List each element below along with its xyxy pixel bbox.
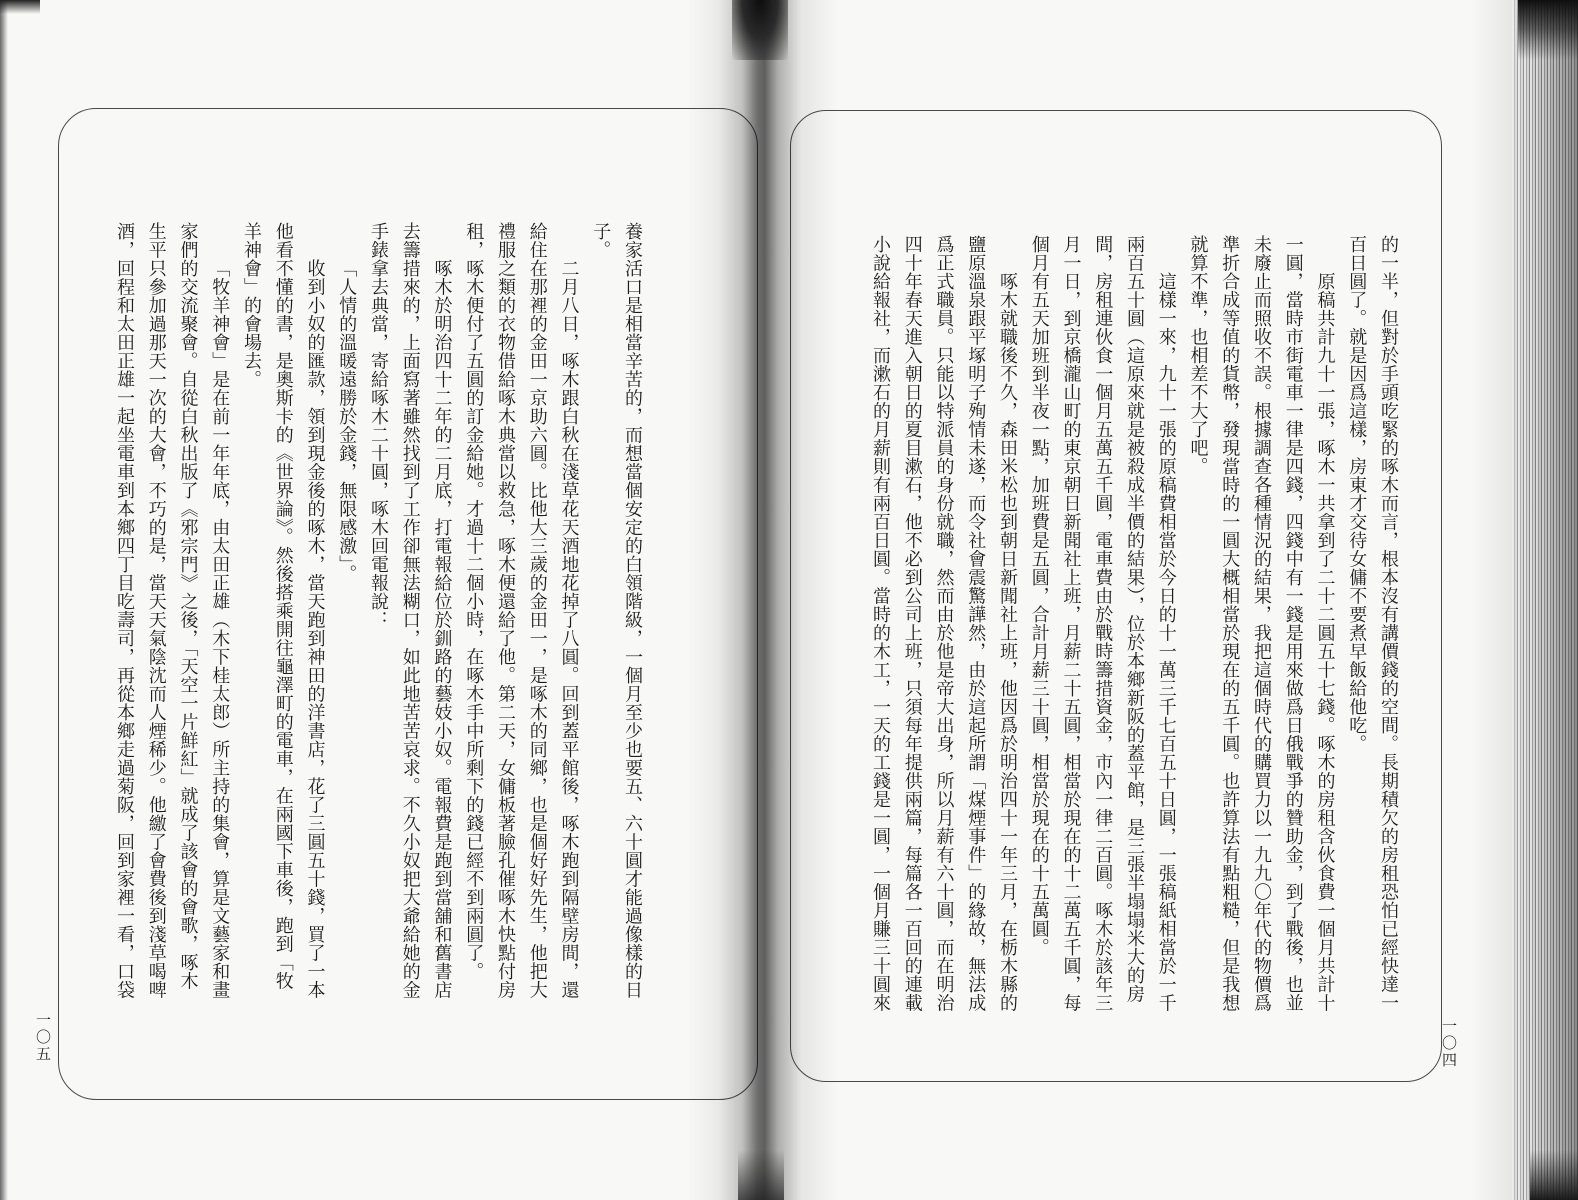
text-column: 租，啄木便付了五圓的訂金給她。才過十二個小時，在啄木手中所剩下的錢已經不到兩圓了。	[463, 222, 485, 981]
text-column: 就算不準，也相差不大了吧。	[1187, 235, 1209, 476]
text-column: 個月有五天加班到半夜一點，加班費是五圓，合計月薪三十圓，相當於現在的十五萬圓。	[1028, 235, 1050, 957]
text-column: 酒，回程和太田正雄一起坐電車到本鄉四丁目吃壽司，再從本鄉走過菊阪，回到家裡一看，口袋	[114, 222, 135, 999]
text-column: 四十年春天進入朝日的夏目漱石，他不必到公司上班，只須每年提供兩篇，每篇各一百回的連載	[901, 235, 923, 1012]
text-column: 月一日，到京橋瀧山町的東京朝日新聞社上班，月薪二十五圓，相當於現在的十二萬五千圓，每	[1060, 235, 1082, 1012]
text-column: 二月八日，啄木跟白秋在淺草花天酒地花掉了八圓。回到蓋平館後，啄木跑到隔壁房間，還	[558, 259, 580, 999]
scan-corner-shadow	[1530, 1150, 1578, 1200]
text-column: 「牧羊神會」是在前一年年底，由太田正雄（木下桂太郎）所主持的集會，算是文藝家和畫	[209, 259, 231, 999]
scan-left-edge	[0, 0, 8, 1200]
text-column: 的一半，但對於手頭吃緊的啄木而言，根本沒有講價錢的空間。長期積欠的房租恐怕已經快達一	[1378, 235, 1399, 1012]
text-column: 一圓，當時市街電車一律是四錢，四錢中有一錢是用來做爲日俄戰爭的贊助金，到了戰後，也並	[1282, 235, 1304, 1012]
text-column: 啄木就職後不久，森田米松也到朝日新聞社上班，他因爲於明治四十一年三月，在栃木縣的	[997, 272, 1018, 1012]
right-page-text	[864, 235, 1404, 1015]
page-curl-shade	[1470, 0, 1514, 1200]
text-column: 子。	[590, 222, 612, 259]
text-column: 禮服之類的衣物借給啄木典當以救急，啄木便還給了他。第二天，女傭板著臉孔催啄木快點付房	[495, 222, 516, 999]
text-column: 去籌措來的，上面寫著雖然找到了工作卻無法糊口，如此地苦苦哀求。不久小奴把大爺給她的金	[399, 222, 421, 999]
text-column: 間，房租連伙食一個月五萬五千圓，電車費由於戰時籌措資金，市內一律二百圓。啄木於該年三	[1092, 235, 1114, 1012]
text-column: 羊神會」的會場去。	[241, 222, 262, 389]
text-column: 爲正式職員。只能以特派員的身份就職，然而由於他是帝大出身，所以月薪有六十圓，而在明治	[933, 235, 955, 1012]
text-column: 家們的交流聚會。自從白秋出版了《邪宗門》之後，「天空一片鮮紅」就成了該會的會歌，啄木	[177, 222, 199, 990]
book-spine	[688, 0, 838, 1200]
text-column: 給住在那裡的金田一京助六圓。比他大三歲的金田一，是啄木的同鄉，也是個好好先生，他把大	[526, 222, 548, 999]
text-column: 啄木於明治四十二年的二月底，打電報給位於釧路的藝妓小奴。電報費是跑到當舖和舊書店	[431, 259, 453, 999]
book-spine-shadow	[732, 0, 788, 60]
text-column: 他看不懂的書，是奧斯卡的《世界論》。然後搭乘開往龜澤町的電車，在兩國下車後，跑到「牧	[272, 222, 294, 990]
text-column: 原稿共計九十一張，啄木一共拿到了二十二圓五十七錢。啄木的房租含伙食費一個月共計十	[1314, 272, 1336, 1012]
text-column: 準折合成等值的貨幣，發現當時的一圓大概相當於現在的五千圓。也許算法有點粗糙，但是我想	[1219, 235, 1241, 1012]
scan-corner-shadow	[0, 0, 40, 14]
text-column: 養家活口是相當辛苦的，而想當個安定的白領階級，一個月至少也要五、六十圓才能過像樣的日	[622, 222, 643, 999]
book-page-edges	[1512, 0, 1578, 1200]
text-column: 這樣一來，九十一張的原稿費相當於今日的十一萬三千七百五十日圓，一張稿紙相當於一千	[1155, 272, 1177, 1012]
scan-corner-shadow	[1518, 0, 1578, 60]
text-column: 生平只參加過那天一次的大會，不巧的是，當天天氣陰沈而人煙稀少。他繳了會費後到淺草喝啤	[145, 222, 167, 999]
left-page-number: 一〇五	[34, 1012, 52, 1063]
text-column: 未廢止而照收不誤。根據調查各種情況的結果，我把這個時代的購買力以一九九〇年代的物價爲	[1251, 235, 1272, 1012]
text-column: 鹽原溫泉跟平塚明子殉情未遂，而令社會震驚譁然，由於這起所謂「煤煙事件」的緣故，無法成	[965, 235, 987, 1012]
quoted-telegram-column: 「人情的溫暖遠勝於金錢，無限感激」。	[336, 259, 358, 583]
text-column: 收到小奴的匯款，領到現金後的啄木，當天跑到神田的洋書店，花了三圓五十錢，買了一本	[304, 259, 326, 999]
text-column: 小說給報社，而漱石的月薪則有兩百日圓。當時的木工，一天的工錢是一圓，一個月賺三十圓來	[870, 235, 891, 1012]
text-column: 百日圓了。就是因爲這樣，房東才交待女傭不要煮早飯給他吃。	[1346, 235, 1368, 753]
book-spine-shadow	[738, 1150, 784, 1200]
text-column: 手錶拿去典當，寄給啄木二十圓，啄木回電報說：	[368, 222, 389, 629]
left-page-text	[108, 222, 648, 1002]
right-page-number: 一〇四	[1440, 1018, 1458, 1069]
text-column: 兩百五十圓（這原來就是被殺成半價的結果），位於本鄉新阪的蓋平館，是三張半塌塌米大的房	[1124, 235, 1145, 1003]
